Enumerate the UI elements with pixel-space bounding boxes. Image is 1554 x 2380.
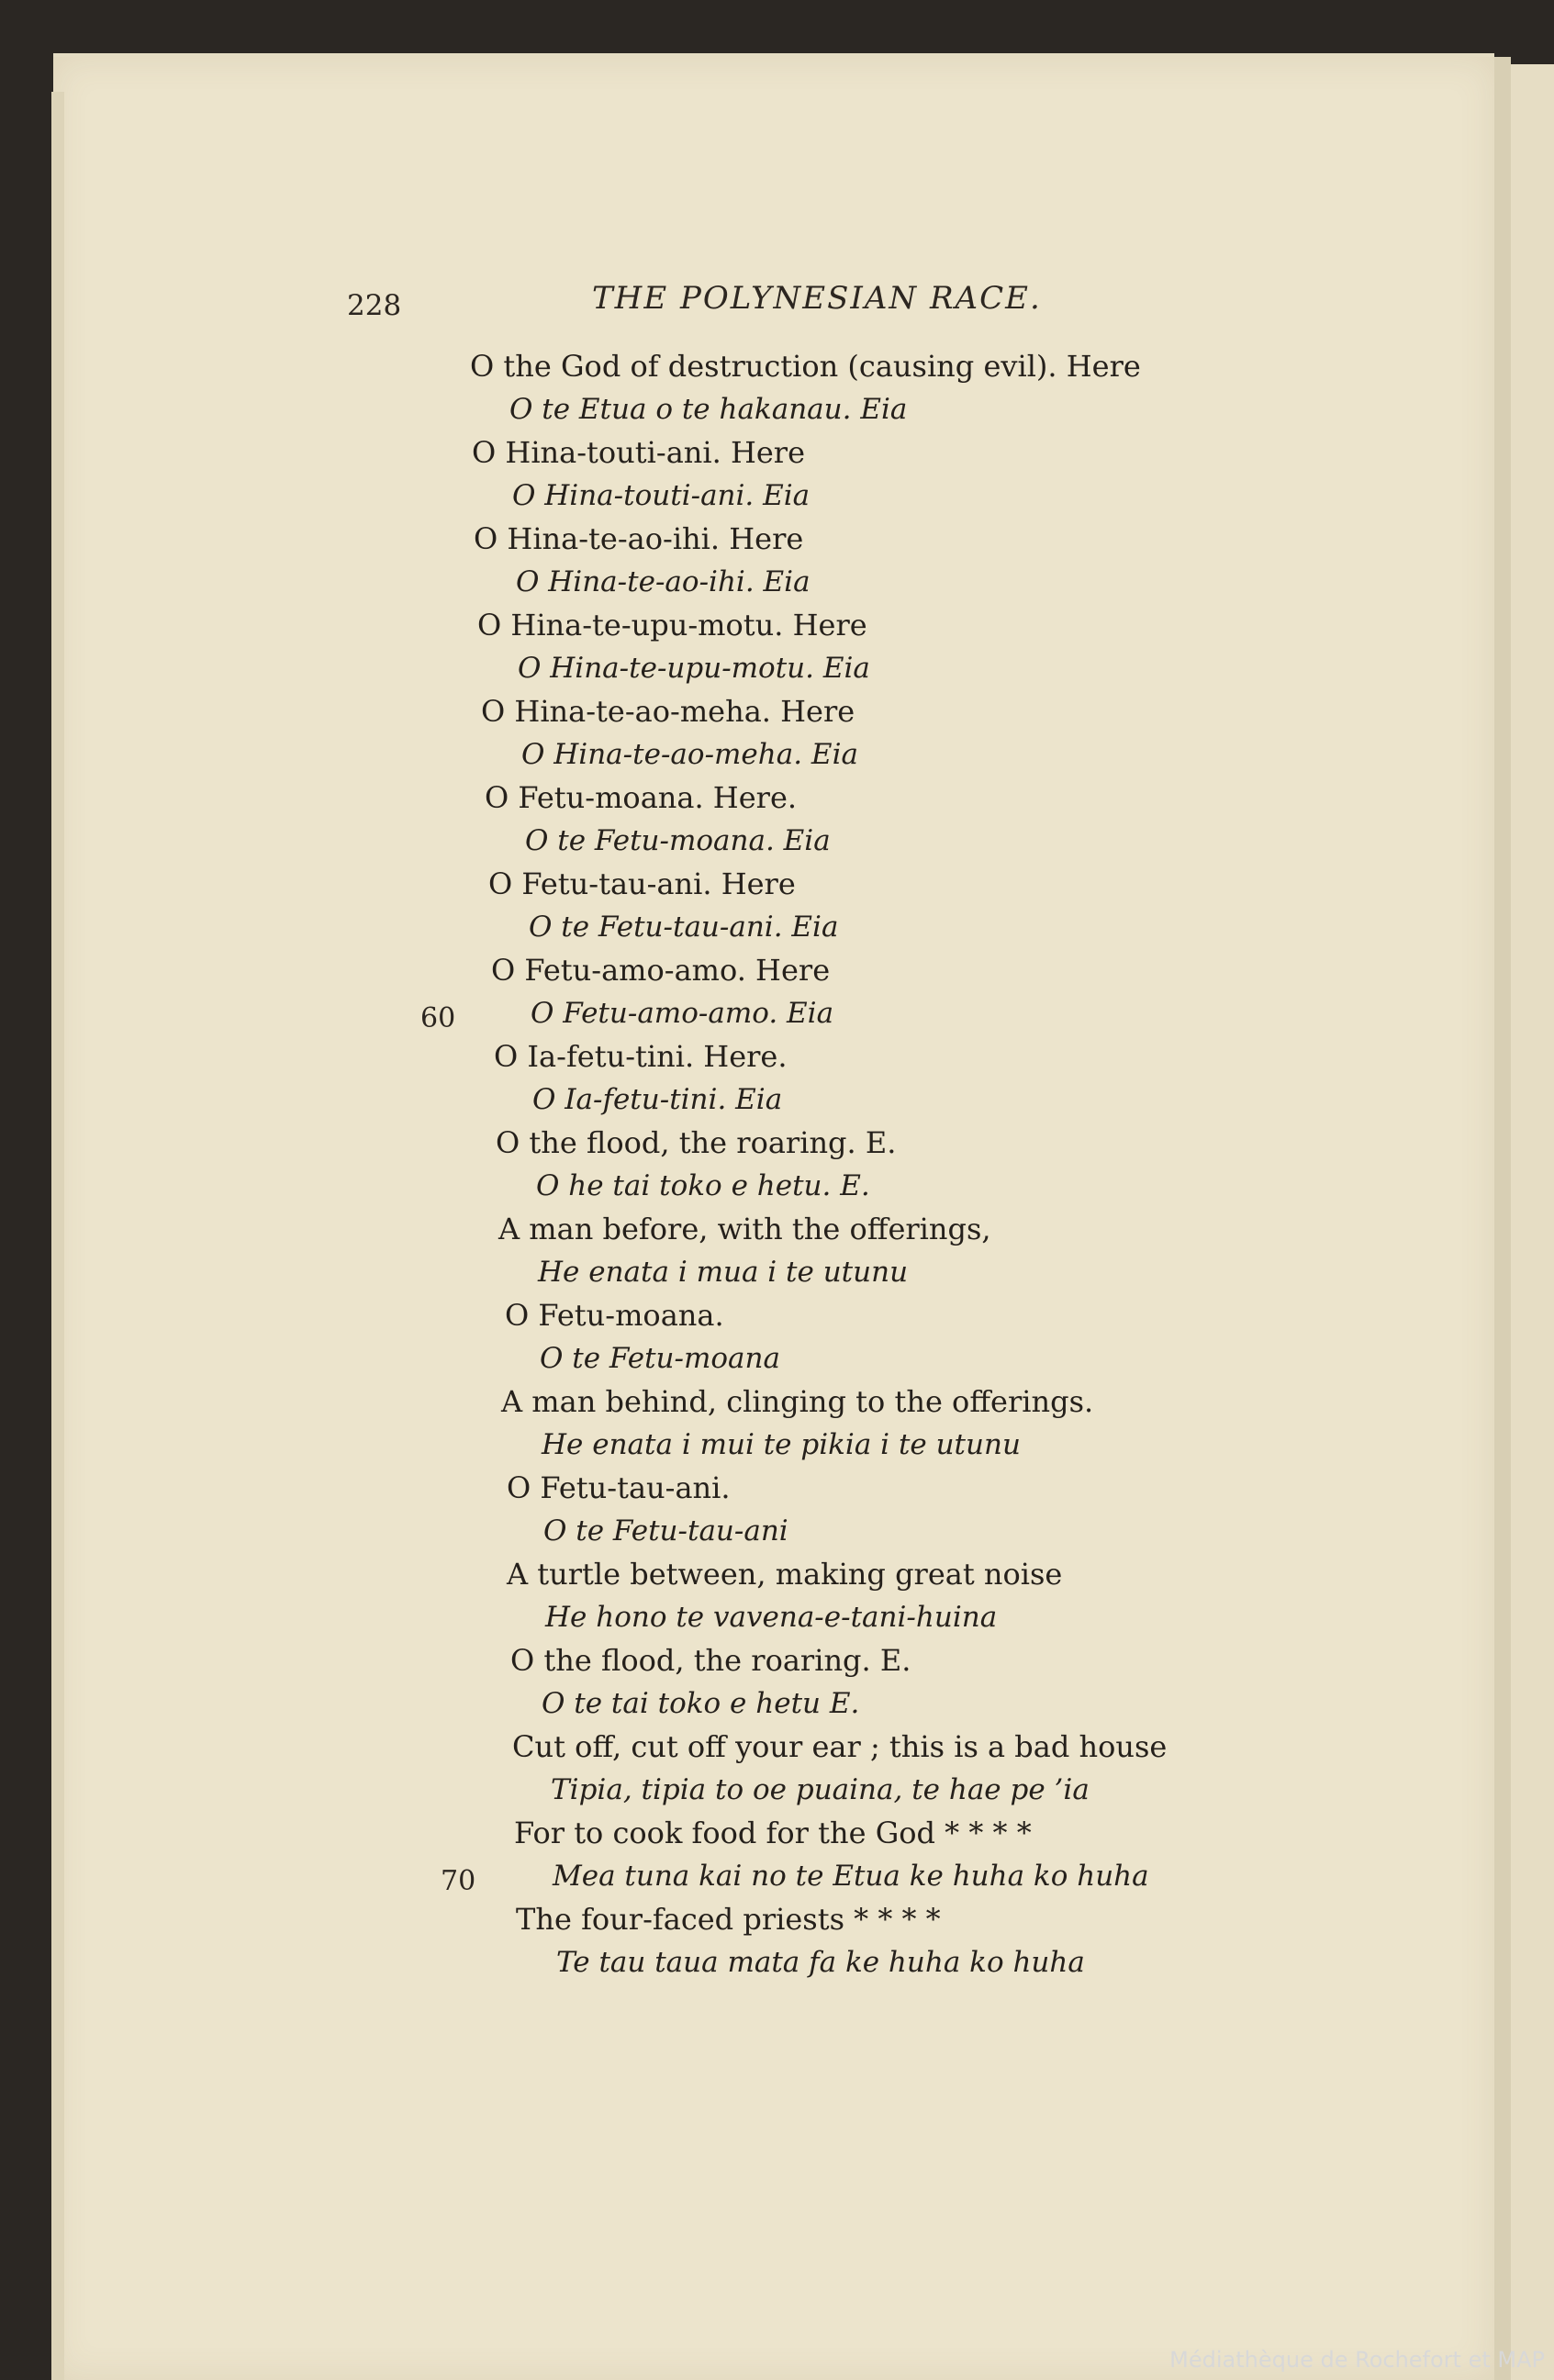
verse-line-marquesan: O Hina-touti-ani. Eia [512, 479, 811, 512]
next-page-edge [1511, 64, 1554, 2380]
verse-line-english: Cut off, cut off your ear ; this is a bad house [512, 1729, 1168, 1764]
verse-line-english: O the flood, the roaring. E. [510, 1643, 911, 1678]
verse-line-english: O Fetu-amo-amo. Here [491, 953, 831, 988]
verse-line-marquesan: O te Fetu-moana. Eia [525, 824, 831, 857]
verse-line-marquesan: Mea tuna kai no te Etua ke huha ko huha [553, 1860, 1149, 1893]
verse-line-english: O Hina-te-ao-ihi. Here [474, 521, 804, 556]
verse-line-marquesan: He enata i mui te pikia i te utunu [542, 1428, 1021, 1461]
verse-line-marquesan: O Hina-te-upu-motu. Eia [518, 652, 870, 685]
verse-line-english: O Fetu-tau-ani. [507, 1470, 731, 1505]
book-gutter [1494, 57, 1511, 2380]
verse-line-english: O Ia-fetu-tini. Here. [494, 1039, 788, 1074]
verse-line-marquesan: O Fetu-amo-amo. Eia [531, 997, 834, 1030]
verse-line-english: O the flood, the roaring. E. [496, 1125, 897, 1160]
verse-line-marquesan: O Hina-te-ao-ihi. Eia [516, 565, 811, 598]
verse-line-marquesan: O te Fetu-tau-ani. Eia [529, 911, 839, 944]
verse-line-english: For to cook food for the God * * * * [514, 1816, 1032, 1850]
running-title: THE POLYNESIAN RACE. [592, 280, 1042, 317]
line-number: 60 [420, 1002, 456, 1034]
verse-line-marquesan: Tipia, tipia to oe puaina, te hae pe ’ia [551, 1773, 1090, 1806]
verse-line-marquesan: O Hina-te-ao-meha. Eia [521, 738, 858, 771]
verse-line-marquesan: O te tai toko e hetu E. [542, 1687, 860, 1720]
verse-line-english: O Fetu-tau-ani. Here [488, 866, 796, 901]
verse-line-english: O Fetu-moana. [505, 1298, 724, 1333]
verse-line-english: O Hina-te-ao-meha. Here [481, 694, 855, 729]
verse-line-english: The four-faced priests * * * * [516, 1902, 941, 1937]
verse-line-marquesan: He hono te vavena-e-tani-huina [545, 1601, 998, 1634]
watermark: Médiathèque de Rochefort et MAP [1169, 2347, 1545, 2373]
verse-line-english: O Fetu-moana. Here. [485, 780, 798, 815]
verse-line-english: O Hina-touti-ani. Here [472, 435, 806, 470]
verse-line-english: A turtle between, making great noise [507, 1557, 1063, 1592]
verse-line-marquesan: O te Fetu-tau-ani [543, 1514, 788, 1548]
verse-line-marquesan: Te tau taua mata fa ke huha ko huha [556, 1946, 1085, 1979]
verse-line-english: A man before, with the offerings, [498, 1212, 991, 1246]
page-number: 228 [347, 289, 402, 322]
verse-line-marquesan: O te Fetu-moana [540, 1342, 780, 1375]
verse-line-english: A man behind, clinging to the offerings. [501, 1384, 1094, 1419]
verse-line-marquesan: He enata i mua i te utunu [538, 1256, 909, 1289]
page-left-edge [51, 92, 64, 2380]
verse-line-english: O the God of destruction (causing evil). Here [470, 349, 1141, 384]
line-number: 70 [441, 1865, 476, 1897]
verse-line-english: O Hina-te-upu-motu. Here [477, 608, 867, 642]
verse-line-marquesan: O he tai toko e hetu. E. [536, 1169, 870, 1202]
verse-line-marquesan: O Ia-fetu-tini. Eia [532, 1083, 783, 1116]
verse-line-marquesan: O te Etua o te hakanau. Eia [509, 393, 908, 426]
